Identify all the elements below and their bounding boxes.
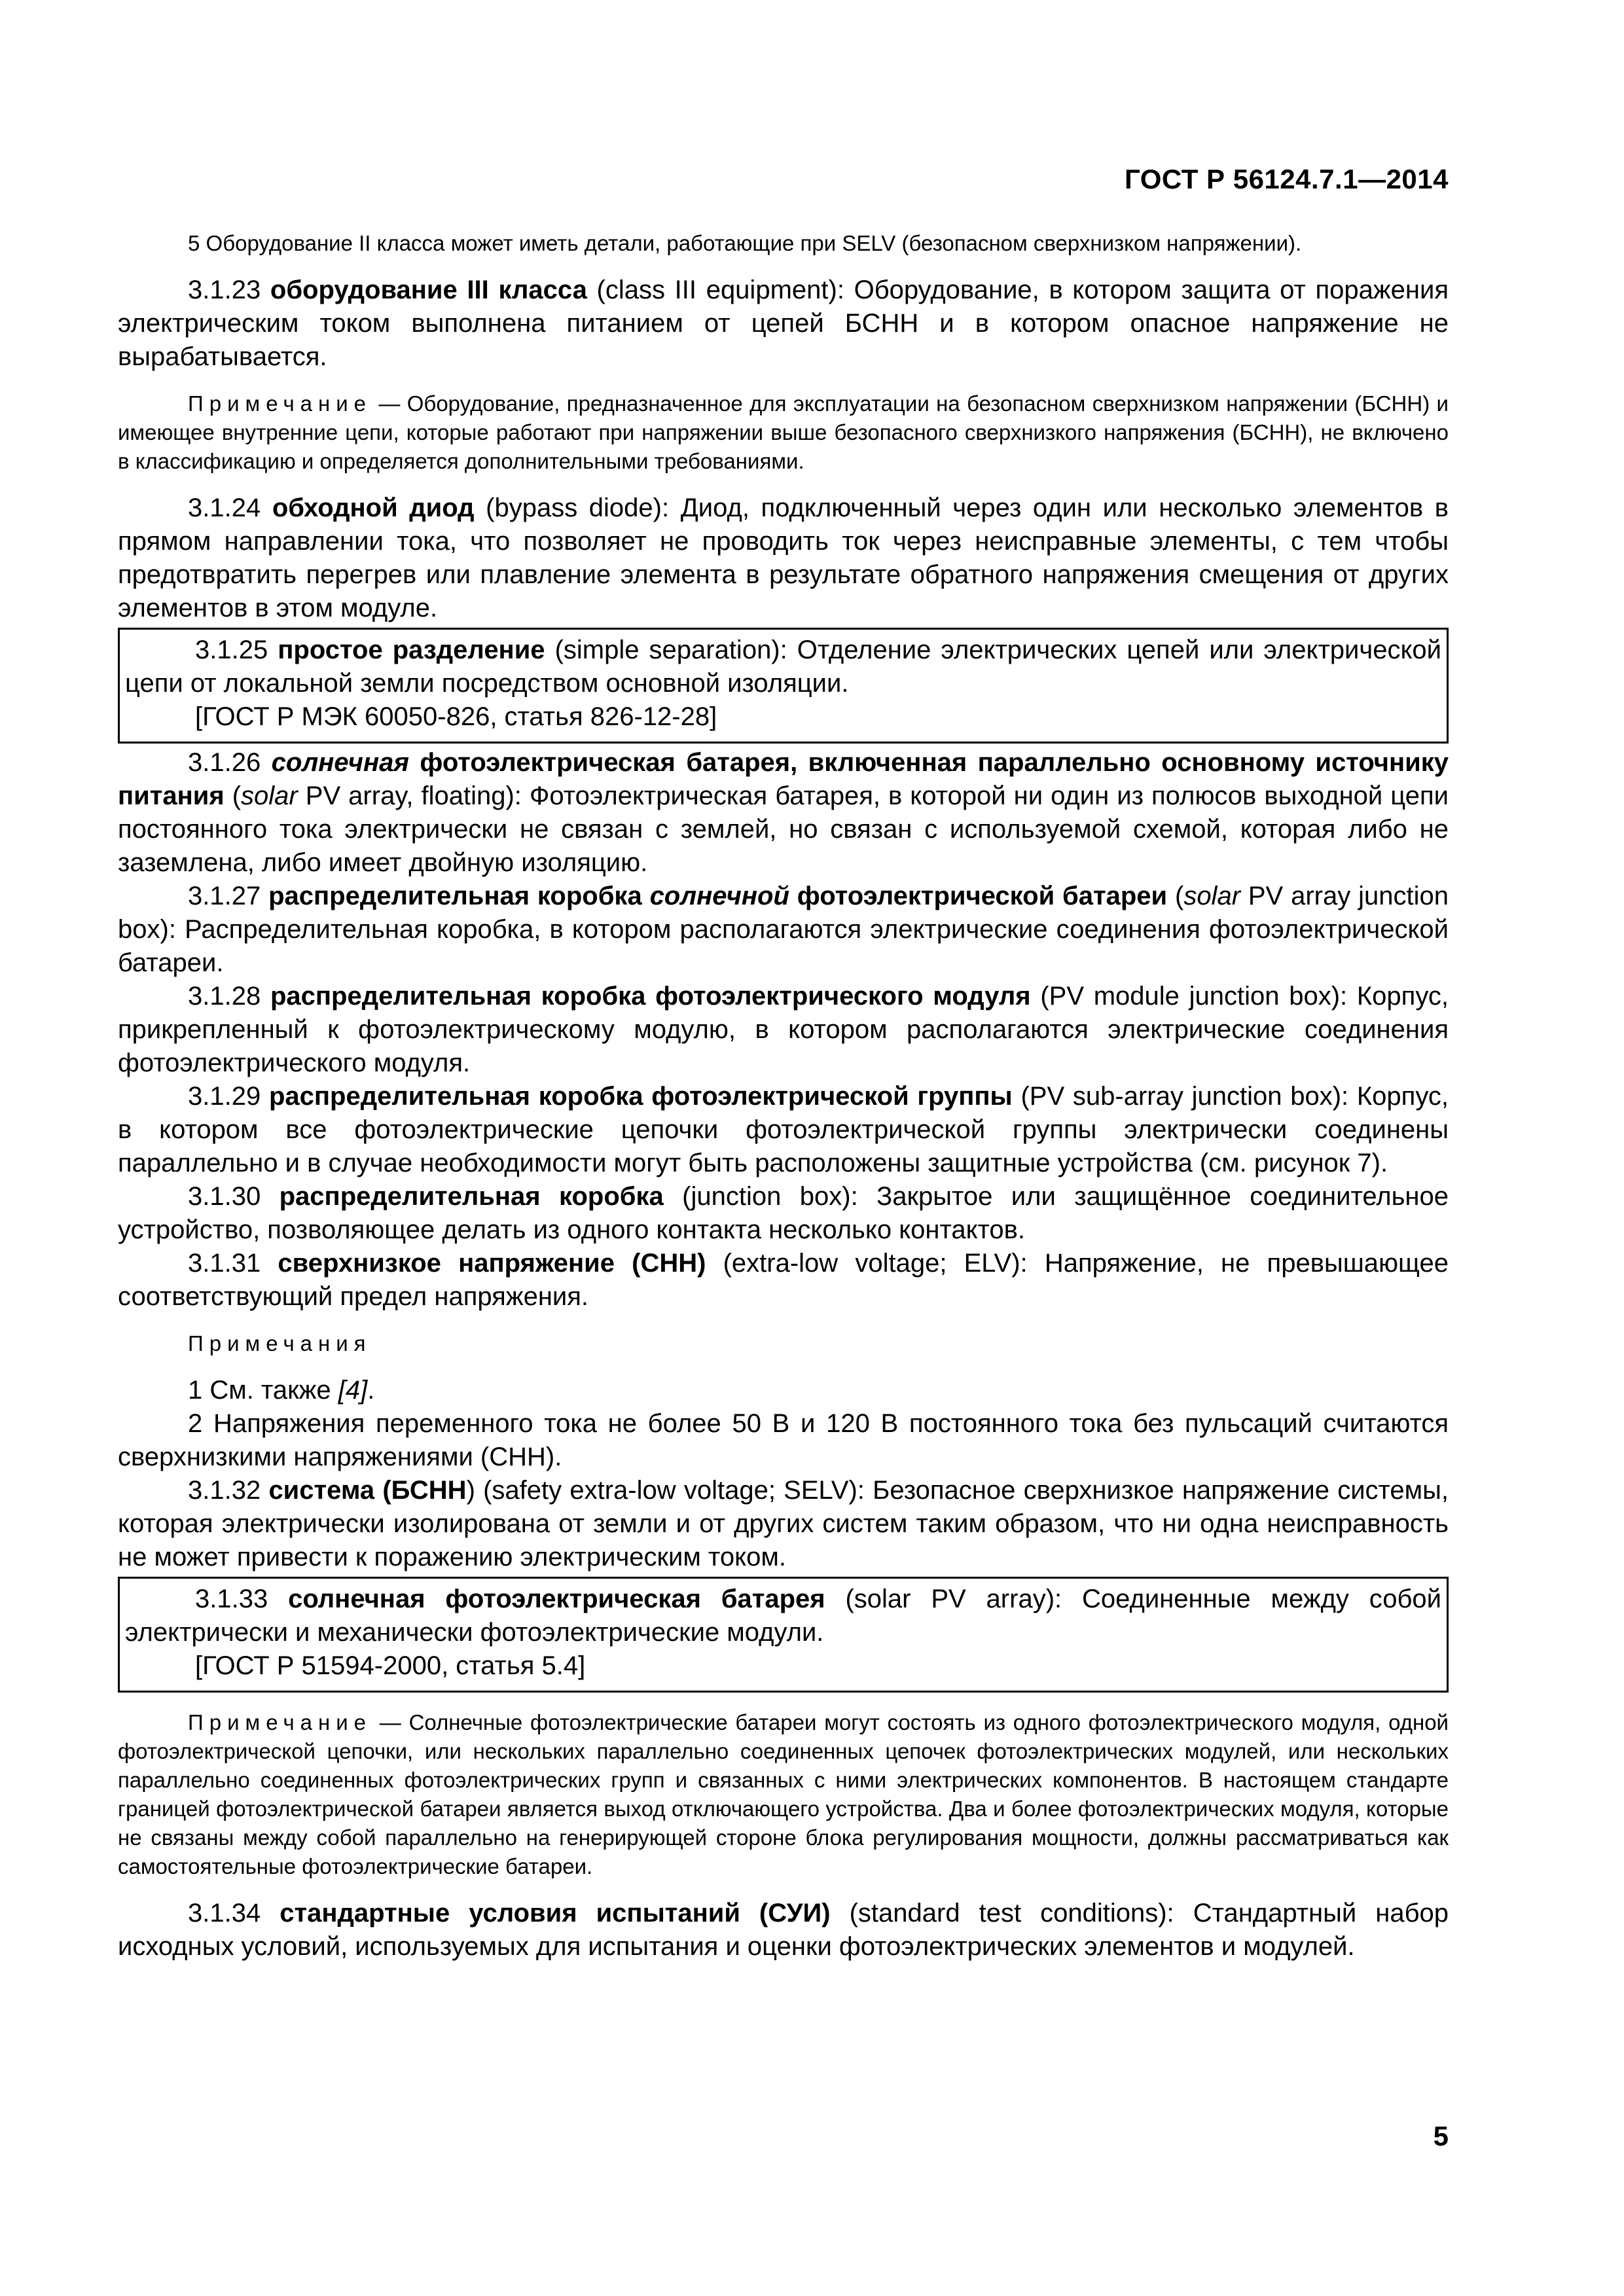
- term-3-1-24: 3.1.24 обходной диод (bypass diode): Диод, подключенный через один или несколько элементов в прямом направлении тока, что позволяет не проводить ток через неисправные элементы, с тем чтобы предотвратить перегрев или плавление элемента в результате обратного напряжения смещения от других элементов в этом модуле.: [118, 493, 1449, 622]
- document-body: [118, 229, 1449, 1964]
- document-header: ГОСТ Р 56124.7.1—2014: [1125, 164, 1449, 194]
- boxed-term-3-1-25: [118, 628, 1449, 744]
- ref-3-1-33: [ГОСТ Р 51594-2000, статья 5.4]: [195, 1651, 586, 1680]
- ref-3-1-25: [ГОСТ Р МЭК 60050-826, статья 826-12-28]: [195, 702, 717, 731]
- note-1-3-1-31: 1 См. также [4].: [188, 1376, 375, 1405]
- boxed-term-3-1-33: [118, 1577, 1449, 1693]
- term-3-1-30: 3.1.30 распределительная коробка (junction box): Закрытое или защищённое соединительное устройство, позволяющее делать из одного контакта несколько контактов.: [118, 1182, 1449, 1244]
- term-3-1-33: 3.1.33 солнечная фотоэлектрическая батарея (solar PV array): Соединенные между собой электрически и механически фотоэлектрические модули.: [125, 1585, 1441, 1647]
- page-number: 5: [1433, 2121, 1449, 2151]
- term-3-1-29: 3.1.29 распределительная коробка фотоэлектрической группы (PV sub-array junction box): Корпус, в котором все фотоэлектрические цепочки фотоэлектрической группы электрически соединены параллельно и в случае необходимости могут быть расположены защитные устройства (см. рисунок 7).: [118, 1082, 1449, 1177]
- term-3-1-26: 3.1.26 солнечная фотоэлектрическая батарея, включенная параллельно основному источнику питания (solar PV array, floating): Фотоэлектрическая батарея, в которой ни один из полюсов выходной цепи постоянного тока электрически не связан с землей, но связан с используемой схемой, которая либо не заземлена, либо имеет двойную изоляцию.: [118, 748, 1449, 877]
- note-3-1-23: Примечание — Оборудование, предназначенное для эксплуатации на безопасном сверхнизком напряжении (БСНН) и имеющее внутренние цепи, которые работают при напряжении выше безопасного сверхнизкого напряжения (БСНН), не включено в классификацию и определяется дополнительными требованиями.: [118, 391, 1449, 473]
- notes-label-3-1-31: Примечания: [188, 1331, 372, 1355]
- term-3-1-27: 3.1.27 распределительная коробка солнечной фотоэлектрической батареи (solar PV array junction box): Распределительная коробка, в котором располагаются электрические соединения фотоэлектрической батареи.: [118, 882, 1449, 977]
- term-3-1-32: 3.1.32 система (БСНН) (safety extra-low voltage; SELV): Безопасное сверхнизкое напряжение системы, которая электрически изолирована от земли и от других систем таким образом, что ни одна неисправность не может привести к поражению электрическим током.: [118, 1476, 1449, 1571]
- term-3-1-25: 3.1.25 простое разделение (simple separation): Отделение электрических цепей или электрической цепи от локальной земли посредством основной изоляции.: [125, 636, 1441, 698]
- note-2-3-1-31: 2 Напряжения переменного тока не более 50 В и 120 В постоянного тока без пульсаций считаются сверхнизкими напряжениями (СНН).: [118, 1409, 1449, 1471]
- note-5-class-ii: 5 Оборудование II класса может иметь детали, работающие при SELV (безопасном сверхнизком напряжении).: [188, 231, 1302, 255]
- note-label: Примечание: [188, 1710, 372, 1734]
- term-3-1-34: 3.1.34 стандартные условия испытаний (СУИ) (standard test conditions): Стандартный набор исходных условий, используемых для испытания и оценки фотоэлектрических элементов и модулей.: [118, 1899, 1449, 1961]
- note-3-1-33: Примечание — Солнечные фотоэлектрические батареи могут состоять из одного фотоэлектрического модуля, одной фотоэлектрической цепочки, или нескольких параллельно соединенных цепочек фотоэлектрических модулей, или нескольких параллельно соединенных фотоэлектрических групп и связанных с ними электрических компонентов. В настоящем стандарте границей фотоэлектрической батареи является выход отключающего устройства. Два и более фотоэлектрических модуля, которые не связаны между собой параллельно на генерирующей стороне блока регулирования мощности, должны рассматриваться как самостоятельные фотоэлектрические батареи.: [118, 1710, 1449, 1878]
- term-3-1-31: 3.1.31 сверхнизкое напряжение (СНН) (extra-low voltage; ELV): Напряжение, не превышающее соответствующий предел напряжения.: [118, 1249, 1449, 1311]
- note-label: Примечание: [188, 391, 372, 416]
- term-3-1-28: 3.1.28 распределительная коробка фотоэлектрического модуля (PV module junction box): Корпус, прикрепленный к фотоэлектрическому модулю, в котором располагаются электрические соединения фотоэлектрического модуля.: [118, 982, 1449, 1077]
- term-3-1-23: 3.1.23 оборудование III класса (class III equipment): Оборудование, в котором защита от поражения электрическим током выполнена питанием от цепей БСНН и в котором опасное напряжение не вырабатывается.: [118, 276, 1449, 371]
